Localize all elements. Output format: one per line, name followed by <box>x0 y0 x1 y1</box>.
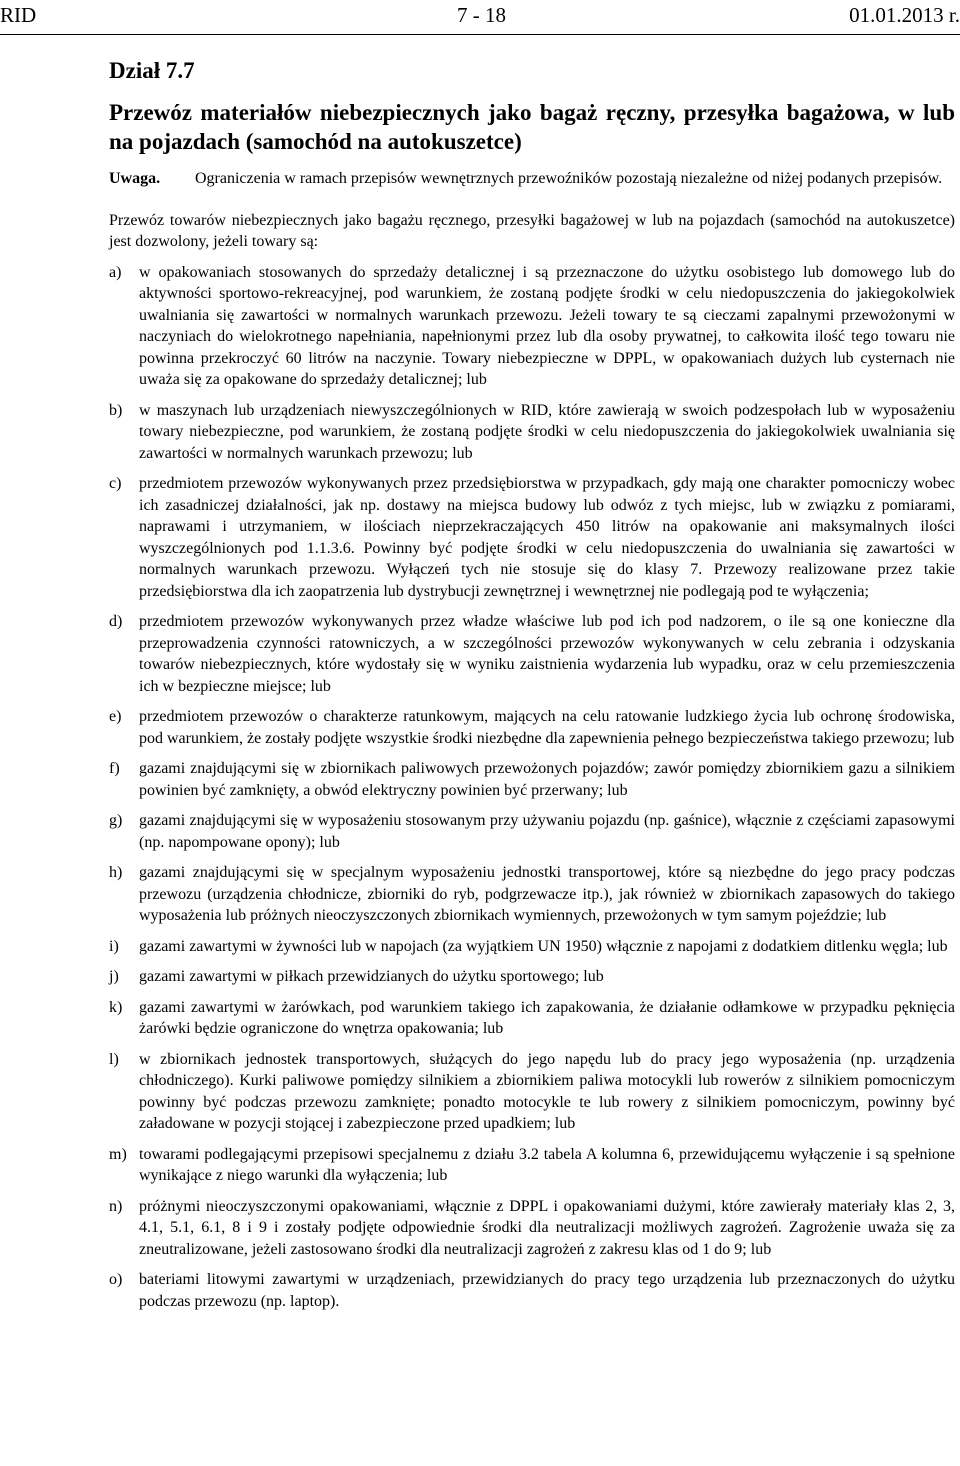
list-item <box>109 966 955 988</box>
list-item-letter: i) <box>109 937 119 955</box>
list-item-text: gazami zawartymi w piłkach przewidzianych do użytku sportowego; lub <box>139 968 604 985</box>
list-item <box>109 1144 955 1187</box>
header-divider <box>0 34 960 35</box>
list-item <box>109 611 955 697</box>
list-item <box>109 262 955 391</box>
list-item-letter: l) <box>109 1050 119 1068</box>
list-item-letter: b) <box>109 401 123 419</box>
list-item-text: gazami znajdującymi się w wyposażeniu stosowanym przy używaniu pojazdu (np. gaśnice), włącznie z częściami zapasowymi (np. napompowane opony); lub <box>139 812 955 851</box>
list-item-text: gazami zawartymi w żywności lub w napojach (za wyjątkiem UN 1950) włącznie z napojami z dodatkiem ditlenku węgla; lub <box>139 937 948 955</box>
list-item-letter: a) <box>109 263 122 281</box>
list-item-text: przedmiotem przewozów wykonywanych przez władze właściwe lub pod ich pod nadzorem, o ile są one konieczne dla przeprowadzenia czynności ratowniczych, a w szczególności przewozów wykonywanych w celu zebrania i odzyskania towarów niebezpiecznych, które wydostały się w wyniku zaistnienia wydarzenia lub wypadku, oraz w celu przemieszczenia ich w bezpieczne miejsce; lub <box>139 613 955 695</box>
header-page-number: 7 - 18 <box>457 3 506 27</box>
document-body <box>109 56 955 1321</box>
list-item <box>109 1196 955 1261</box>
list-item-letter: g) <box>109 812 123 829</box>
list-item <box>109 400 955 465</box>
list-item-text: przedmiotem przewozów o charakterze ratunkowym, mających na celu ratowanie ludzkiego życia lub ochronę środowiska, pod warunkiem, że zostały podjęte wszystkie środki niezbędne dla zapewnienia pełnego bezpieczeństwa takiego przewozu; lub <box>139 708 955 747</box>
list-item <box>109 997 955 1040</box>
list-item-text: towarami podlegającymi przepisowi specjalnemu z działu 3.2 tabela A kolumna 6, przewidującemu wyłączenie i są spełnione wynikające z niego warunki dla wyłączenia; lub <box>139 1145 955 1184</box>
list-item-letter: d) <box>109 613 123 630</box>
list-item-letter: e) <box>109 708 122 725</box>
list-item-letter: c) <box>109 475 122 492</box>
list-item-text: w maszynach lub urządzeniach niewyszczególnionych w RID, które zawierają w swoich podzespołach lub w wyposażeniu towary niebezpieczne, pod warunkiem, że zostaną podjęte środki w celu niedopuszczenia do jakiegokolwiek uwalniania się zawartości w normalnych warunkach przewozu; lub <box>139 401 955 462</box>
list-item-text: przedmiotem przewozów wykonywanych przez przedsiębiorstwa w przypadkach, gdy mają one charakter pomocniczy wobec ich zasadniczej działalności, jak np. dostawy na miejsca budowy lub odwóz z tych miejsc, lub w związku z pomiarami, naprawami i utrzymaniem, w ilościach nieprzekraczających 450 litrów na opakowanie ani maksymalnych ilości wyszczególnionych pod 1.1.3.6. Powinny być podjęte środki w celu niedopuszczenia do uwalniania się zawartości w normalnych warunkach przewozu. Wyłączeń tych nie stosuje się do klasy 7. Przewozy realizowane przez takie przedsiębiorstwa dla ich zaopatrzenia lub dystrybucji zewnętrznej i wewnętrznej nie podlegają pod te wyłączenia; <box>139 475 955 600</box>
list-item-letter: o) <box>109 1271 123 1288</box>
list-item-letter: h) <box>109 864 123 881</box>
list-item-letter: k) <box>109 998 123 1016</box>
list-item <box>109 706 955 749</box>
section-label: Dział 7.7 <box>109 58 195 83</box>
list-item <box>109 1049 955 1135</box>
note-label: Uwaga. <box>109 170 161 187</box>
list-item-letter: f) <box>109 760 120 777</box>
list-item-text: w opakowaniach stosowanych do sprzedaży detalicznej i są przeznaczone do użytku osobistego lub domowego lub do aktywności sportowo-rekreacyjnej, pod warunkiem, że zostaną podjęte środki w celu niedopuszczenia do jakiegokolwiek uwalniania się zawartości w normalnych warunkach przewozu. Jeżeli towary te są cieczami zapalnymi przewożonymi w naczyniach do wielokrotnego napełniania, napełnionymi przez lub dla osoby prywatnej, to całkowita ilość tego towaru nie powinna przekroczyć 60 litrów na naczynie. Towary niebezpieczne w DPPL, w opakowaniach dużych lub cysternach nie uważa się za opakowane do sprzedaży detalicznej; lub <box>139 263 955 388</box>
page-header <box>0 0 960 30</box>
list-item <box>109 1269 955 1312</box>
list-item <box>109 758 955 801</box>
list-item <box>109 862 955 927</box>
list-item <box>109 810 955 853</box>
note-text: Ograniczenia w ramach przepisów wewnętrznych przewoźników pozostają niezależne od niżej podanych przepisów. <box>195 170 943 187</box>
list-item-text: w zbiornikach jednostek transportowych, służących do jego napędu lub do pracy jego wyposażenia (np. urządzenia chłodniczego). Kurki paliwowe pomiędzy silnikiem a zbiornikiem paliwa motocykli lub rowerów z silnikiem pomocniczym powinny być podczas przewozu zamknięte; ponadto motocykle te lub rowery z silnikiem pomocniczym, powinny być załadowane w pozycji stojącej i zabezpieczone przed upadkiem; lub <box>139 1050 955 1132</box>
header-left-text: RID <box>0 3 37 27</box>
note-block <box>109 169 955 190</box>
list-item-letter: n) <box>109 1197 123 1215</box>
list-item-letter: j) <box>109 968 119 985</box>
list-item-text: gazami zawartymi w żarówkach, pod warunkiem takiego ich zapakowania, że działanie odłamkowe w przypadku pęknięcia żarówki będzie ograniczone do wnętrza opakowania; lub <box>139 998 955 1037</box>
section-title: Przewóz materiałów niebezpiecznych jako bagaż ręczny, przesyłka bagażowa, w lub na pojazdach (samochód na autokuszetce) <box>109 100 955 154</box>
intro-paragraph: Przewóz towarów niebezpiecznych jako bagażu ręcznego, przesyłki bagażowej w lub na pojazdach (samochód na autokuszetce) jest dozwolony, jeżeli towary są: <box>109 211 955 250</box>
list-item <box>109 936 955 958</box>
header-date: 01.01.2013 r. <box>849 3 960 27</box>
list-item-text: bateriami litowymi zawartymi w urządzeniach, przewidzianych do pracy tego urządzenia lub przeznaczonych do użytku podczas przewozu (np. laptop). <box>139 1271 955 1310</box>
list-item-letter: m) <box>109 1145 127 1163</box>
conditions-list <box>109 262 955 1313</box>
list-item <box>109 473 955 602</box>
list-item-text: gazami znajdującymi się w specjalnym wyposażeniu jednostki transportowej, które są niezbędne do jego pracy podczas przewozu (urządzenia chłodnicze, zbiorniki do ryb, podgrzewacze itp.), jak również w zbiornikach zapasowych do takiego wyposażenia lub próżnych nieoczyszczonych zbiornikach wymiennych, przewożonych w tym samym pojeździe; lub <box>139 864 955 924</box>
list-item-text: gazami znajdującymi się w zbiornikach paliwowych przewożonych pojazdów; zawór pomiędzy zbiornikiem gazu a silnikiem powinien być zamknięty, a obwód elektryczny powinien być przerwany; lub <box>139 760 955 799</box>
list-item-text: próżnymi nieoczyszczonymi opakowaniami, włącznie z DPPL i opakowaniami dużymi, które zawierały materiały klas 2, 3, 4.1, 5.1, 6.1, 8 i 9 i zostały podjęte odpowiednie środki dla neutralizacji możliwych zagrożeń. Zagrożenie uważa się za zneutralizowane, jeżeli zastosowano środki dla neutralizacji zagrożeń z zakresu klas od 1 do 9; lub <box>139 1197 955 1258</box>
